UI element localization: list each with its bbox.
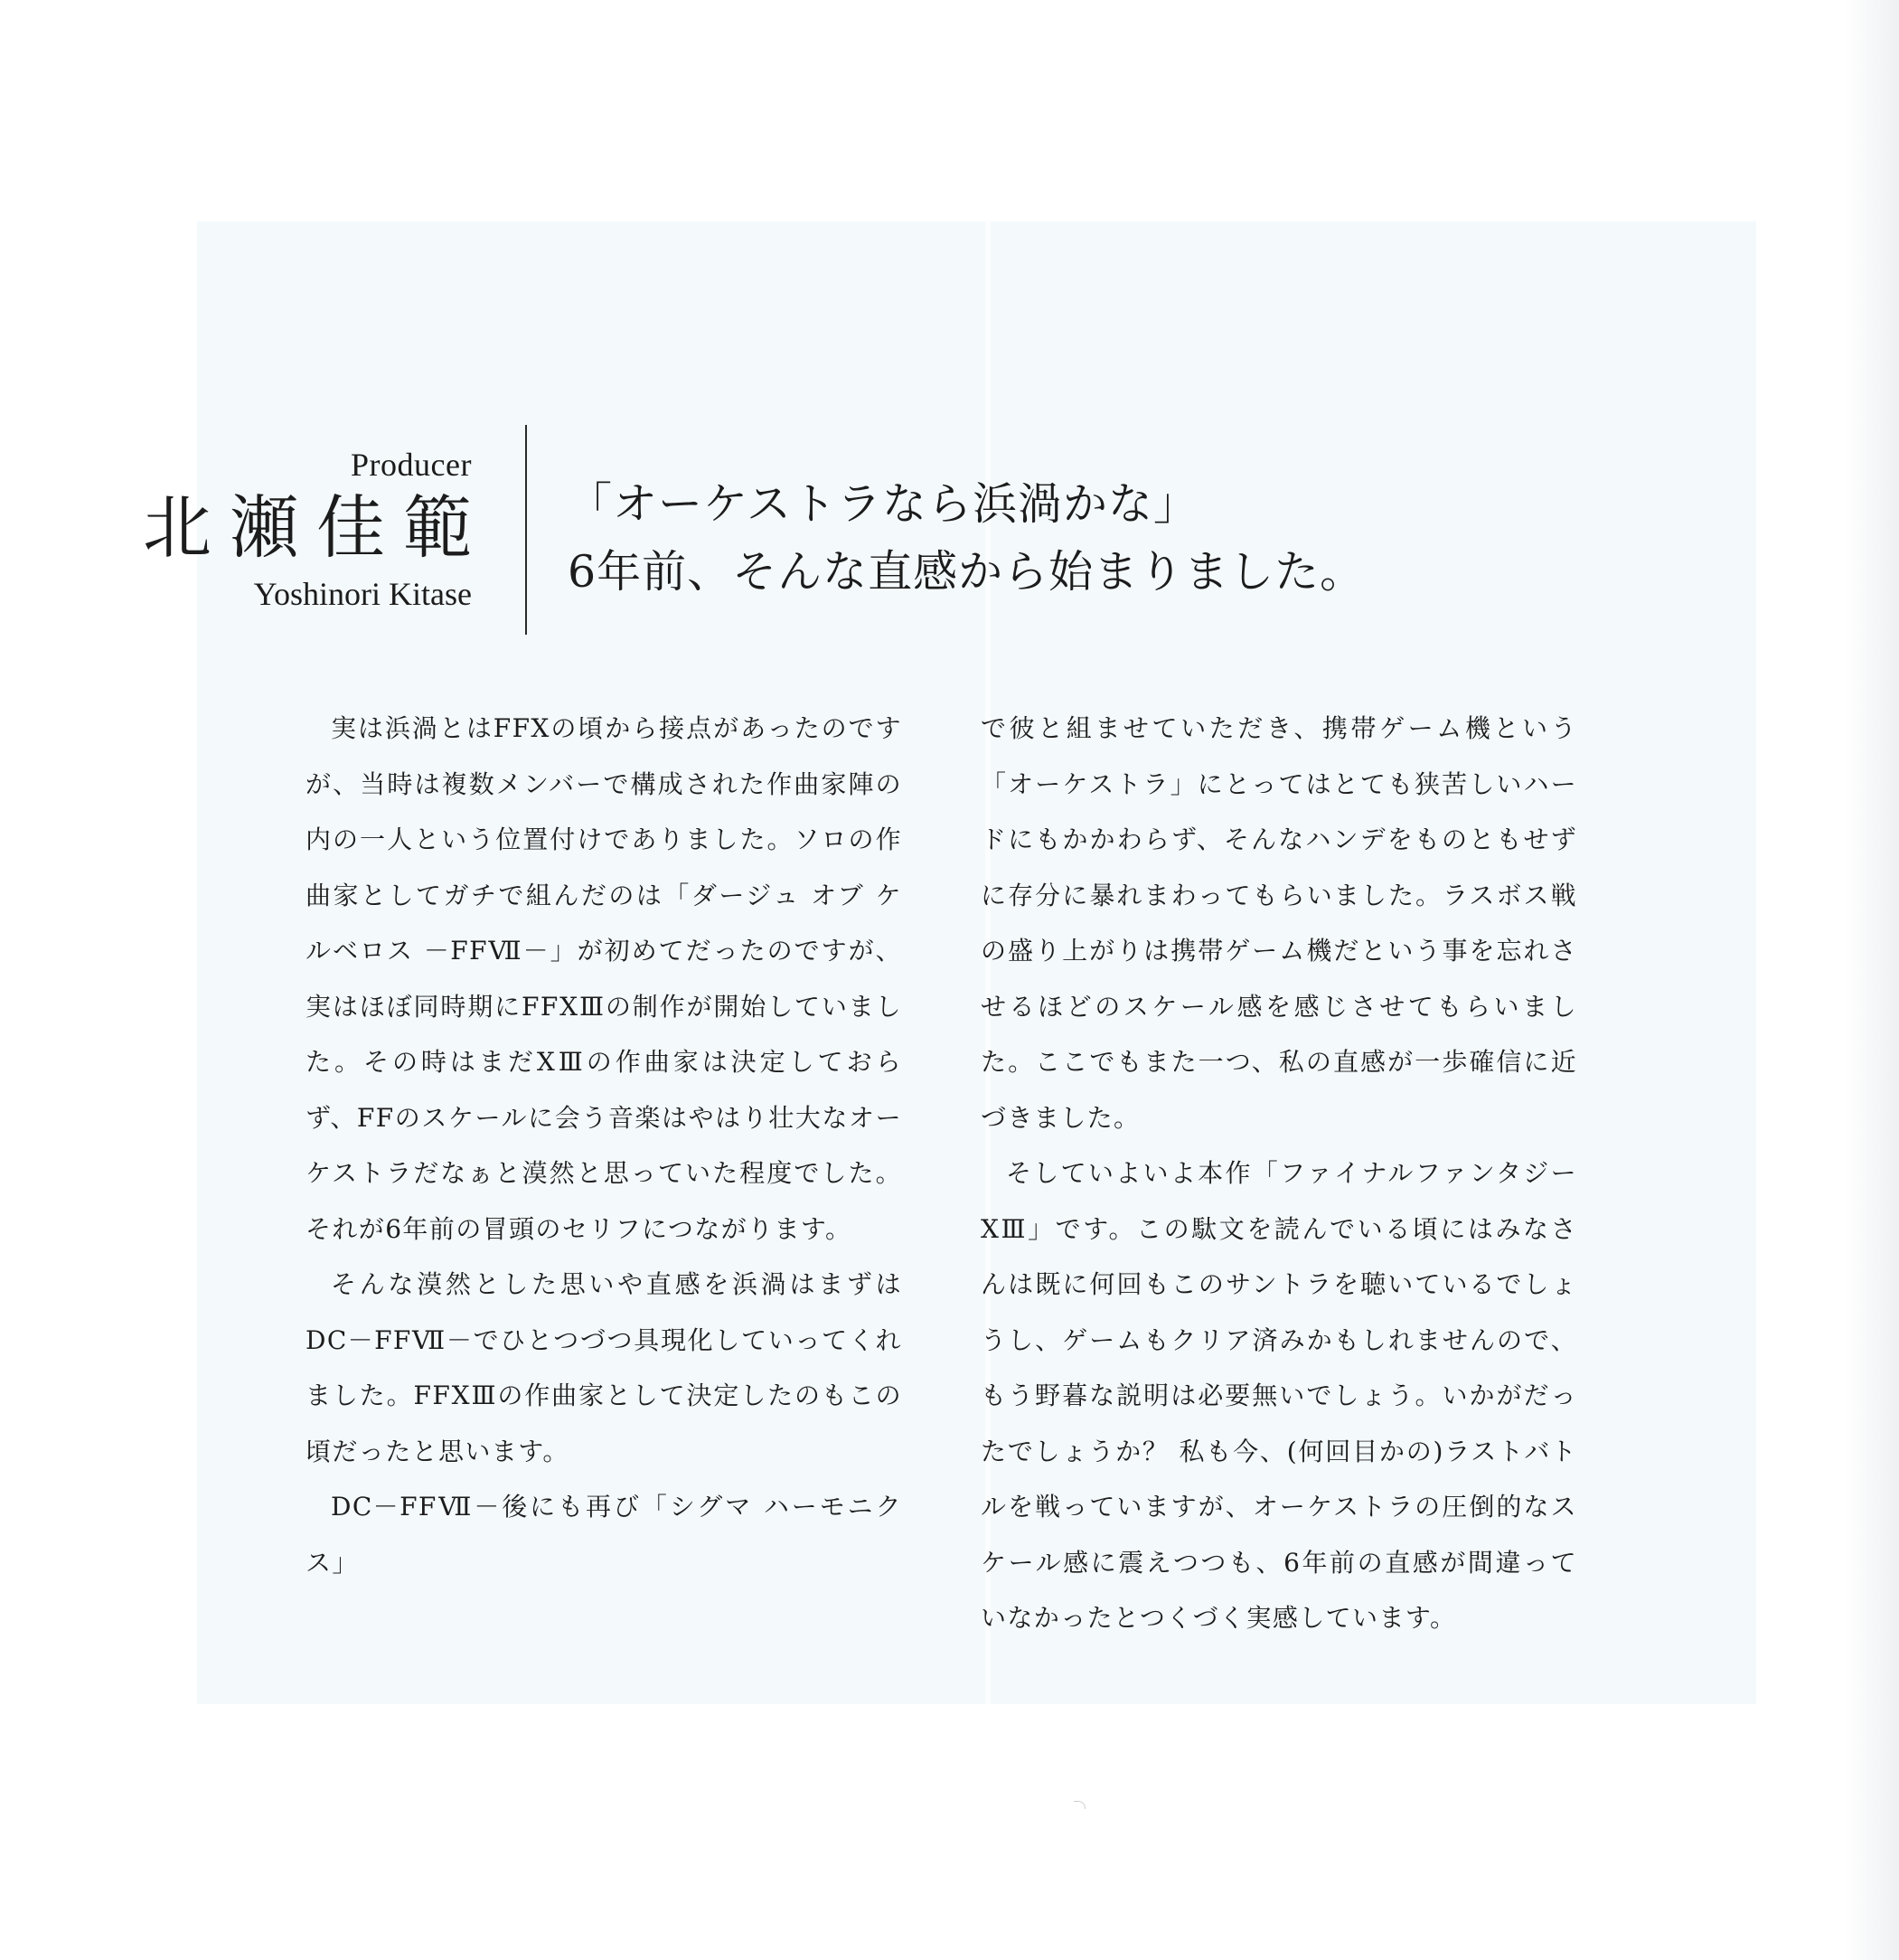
contributor-role: Producer — [351, 447, 472, 483]
body-column-right — [981, 701, 1577, 1646]
contributor-header — [108, 445, 490, 615]
body-paragraph-2: そんな漠然とした思いや直感を浜渦はまずはDC－FFⅦ－でひとつづつ具現化していってくれました。FFⅩⅢの作曲家として決定したのもこの頃だったと思います。 — [306, 1269, 902, 1466]
body-paragraph-1: 実は浜渦とはFFXの頃から接点があったのですが、当時は複数メンバーで構成された作曲家陣の内の一人という位置付けでありました。ソロの作曲家としてガチで組んだのは「ダージュ オブ ケルベロス －FFⅦ－」が初めてだったのですが、実はほぼ同時期にFFⅩⅢの制作が開始していました。その時はまだⅩⅢの作曲家は決定しておらず、FFのスケールに会う音楽はやはり壮大なオーケストラだなぁと漠然と思っていた程度でした。それが6年前の冒頭のセリフにつながります。 — [306, 713, 902, 1244]
body-column-left — [306, 701, 902, 1590]
contributor-name-english: Yoshinori Kitase — [253, 576, 472, 612]
header-divider — [525, 425, 527, 635]
body-paragraph-3-start: DC－FFⅦ－後にも再び「シグマ ハーモニクス」 — [306, 1492, 902, 1578]
headline-line-1: 「オーケストラなら浜渦かな」 — [568, 478, 1199, 530]
scan-mark — [1074, 1801, 1086, 1809]
headline — [568, 470, 1743, 606]
page-edge-shadow — [1845, 0, 1899, 1960]
contributor-name-japanese: 北瀬佳範 — [143, 487, 490, 568]
body-paragraph-4: そしていよいよ本作「ファイナルファンタジーⅩⅢ」です。この駄文を読んでいる頃にはみなさんは既に何回もこのサントラを聴いているでしょうし、ゲームもクリア済みかもしれませんので、もう野暮な説明は必要無いでしょう。いかがだったでしょうか？ 私も今、(何回目かの)ラストバトルを戦っていますが、オーケストラの圧倒的なスケール感に震えつつも、6年前の直感が間違っていなかったとつくづく実感しています。 — [981, 1158, 1577, 1633]
body-paragraph-3-continued: で彼と組ませていただき、携帯ゲーム機という「オーケストラ」にとってはとても狭苦しいハードにもかかわらず、そんなハンデをものともせずに存分に暴れまわってもらいました。ラスボス戦の盛り上がりは携帯ゲーム機だという事を忘れさせるほどのスケール感を感じさせてもらいました。ここでもまた一つ、私の直感が一歩確信に近づきました。 — [981, 713, 1577, 1133]
headline-line-2: 6年前、そんな直感から始まりました。 — [568, 546, 1366, 598]
